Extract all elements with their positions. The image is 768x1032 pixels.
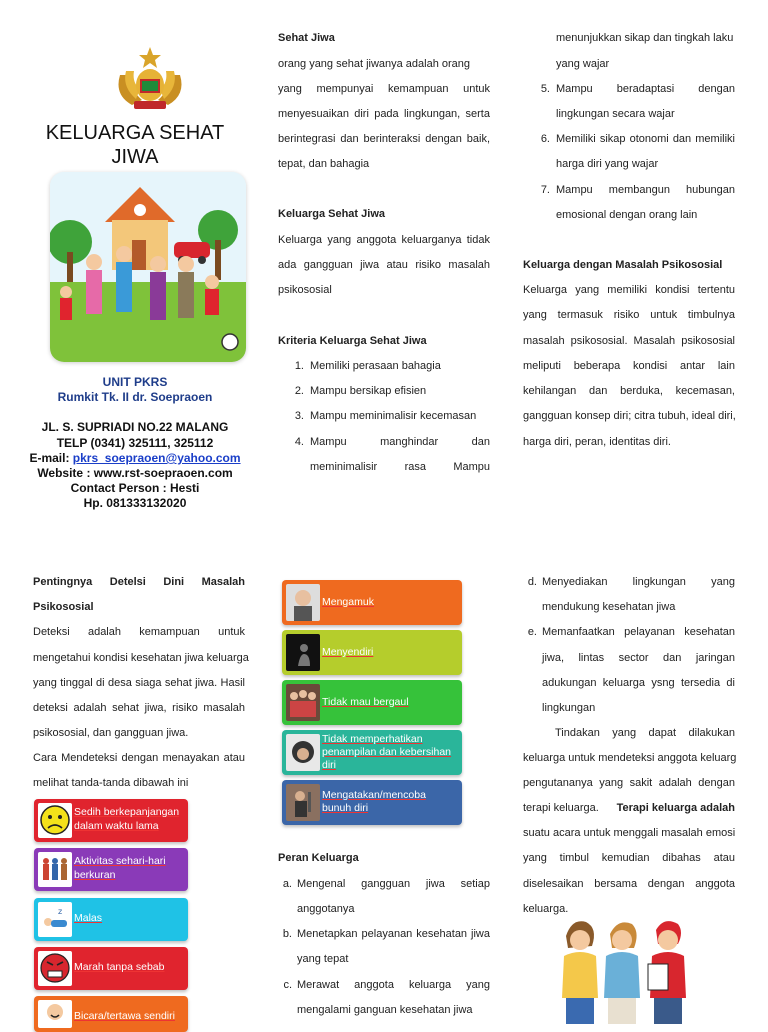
para-line: masalah psikososial. Masalah psikososial [523, 335, 735, 347]
para-line: Keluarga yang memiliki kondisi tertentu [523, 284, 735, 296]
cover-unit: UNIT PKRS [102, 375, 168, 389]
list-item: Mampu bersikap efisien [310, 385, 427, 397]
para-line: Deteksi adalah kemampuan untuk [33, 626, 245, 638]
sign-menyendiri [282, 630, 462, 675]
list-item: anggotanya [297, 903, 355, 915]
list-letter: d. [527, 576, 537, 588]
family-illustration [50, 172, 246, 362]
list-number: 6. [540, 133, 550, 145]
para-line: keluarga. [523, 903, 569, 915]
sign-bunuh-diri [282, 780, 462, 825]
sign-marah [34, 947, 188, 990]
lonely-person-icon [286, 634, 320, 671]
para-line: diselesaikan bersama dengan anggota [523, 878, 735, 890]
list-continuation: menunjukkan sikap dan tingkah laku [556, 32, 734, 44]
sign-label: Malas [74, 912, 103, 924]
sign-bicara [34, 996, 188, 1032]
cover-title-line-2: JIWA [111, 146, 159, 168]
cover-hp: Hp. 081333132020 [83, 496, 187, 510]
para2-line: ada gangguan jiwa atau risiko masalah [278, 259, 490, 271]
list-letter: a. [282, 878, 292, 890]
para1-line: menyesuaikan diri pada lingkungan, serta [278, 108, 490, 120]
list-letter: b. [282, 928, 292, 940]
heading-kriteria: Kriteria Keluarga Sehat Jiwa [278, 335, 427, 347]
list-item: Menyediakan lingkungan yang [542, 576, 735, 588]
sleeping-person-icon [38, 902, 72, 937]
list-item: yang tepat [297, 953, 349, 965]
list-item: Menetapkan pelayanan kesehatan jiwa [297, 928, 490, 940]
sign-malas [34, 898, 188, 941]
para-plain: terapi keluarga. [523, 802, 599, 814]
email-label: E-mail: [29, 451, 73, 465]
sign-label: berkuran [74, 869, 116, 881]
para-line: meliputi beberapa kondisi antar lain [523, 360, 735, 372]
list-item: Mampu manghindar dan [310, 436, 490, 448]
list-item: mengalami ganguan kesehatan jiwa [297, 1004, 473, 1016]
list-item: emosional dengan orang lain [556, 209, 698, 221]
sign-label: Tidak memperhatikan [322, 733, 423, 745]
sign-label: Tidak mau bergaul [322, 696, 409, 708]
family-illustration-icon [50, 172, 246, 362]
list-item: adukungan keluarga ysng tersedia di [542, 677, 735, 689]
para-line: deteksi adalah sehat jiwa, risiko masalah [33, 702, 245, 714]
para-line: harga diri, peran, identitas diri. [523, 436, 671, 448]
list-item: mendukung kesehatan jiwa [542, 601, 676, 613]
para-line: mengetahui kondisi kesehatan jiwa keluarga [33, 652, 249, 664]
list-item: Memiliki sikap otonomi dan memiliki [556, 133, 735, 145]
para2-line: psikososial [278, 284, 332, 296]
list-item: meminimalisir rasa Mampu [310, 461, 490, 473]
sad-face-icon [38, 803, 72, 838]
angry-man-icon [286, 584, 320, 621]
para2-line: Keluarga yang anggota keluarganya tidak [278, 234, 490, 246]
cover-phone: TELP (0341) 325111, 325112 [56, 436, 214, 450]
distressed-person-icon [286, 784, 320, 821]
sign-tidak-bergaul [282, 680, 462, 725]
sign-label: Mengamuk [322, 596, 374, 608]
sign-label: dalam waktu lama [74, 820, 159, 832]
para-line: kehilangan dan berduka, kecemasan, [523, 385, 735, 397]
sign-mengamuk [282, 580, 462, 625]
people-icon [38, 852, 72, 887]
cover-hospital: Rumkit Tk. II dr. Soepraoen [57, 390, 213, 404]
list-number: 2. [294, 385, 304, 397]
para-line: suatu acara untuk menggali masalah emosi [523, 827, 736, 839]
para-line: yang tinggal di desa siaga sehat jiwa. Hasil [33, 677, 245, 689]
sign-label: diri [322, 759, 337, 771]
heading-deteksi-line: Pentingnya Detelsi Dini Masalah [33, 576, 245, 588]
list-number: 4. [294, 436, 304, 448]
list-number: 3. [294, 410, 304, 422]
cover-email [20, 451, 250, 466]
para-line: pengutananya yang sakit adalah dengan [523, 777, 735, 789]
sign-label: Marah tanpa sebab [74, 961, 165, 973]
list-item: harga diri yang wajar [556, 158, 659, 170]
cover-title-line-1: KELUARGA SEHAT [45, 122, 225, 144]
para1-line: tepat, dan bahagia [278, 158, 370, 170]
para1-line: orang yang sehat jiwanya adalah orang [278, 58, 471, 70]
para1-line: berintegrasi dan berinteraksi dengan baik, [278, 133, 490, 145]
para-line-mixed [523, 802, 735, 815]
heading-deteksi-line: Psikososial [33, 601, 94, 613]
para-line: melihat tanda-tanda dibawah ini [33, 777, 189, 789]
list-item: Mampu beradaptasi dengan [556, 83, 735, 95]
cover-panel [0, 0, 256, 530]
sign-label: penampilan dan kebersihan [322, 746, 452, 758]
heading-sehat-jiwa: Sehat Jiwa [278, 32, 335, 44]
list-item: Memanfaatkan pelayanan kesehatan [542, 626, 735, 638]
para-line: Tindakan yang dapat dilakukan [555, 727, 735, 739]
email-link[interactable]: pkrs_soepraoen@yahoo.com [72, 451, 241, 465]
group-people-icon [286, 684, 320, 721]
sign-label: Mengatakan/mencoba [322, 789, 426, 801]
svg-text:z: z [58, 907, 63, 916]
angry-face-icon [38, 951, 72, 986]
list-letter: c. [283, 979, 292, 991]
list-continuation: yang wajar [556, 58, 610, 70]
heading-masalah-psikososial: Keluarga dengan Masalah Psikososial [523, 259, 723, 271]
unkempt-person-icon [286, 734, 320, 771]
cover-website: Website : www.rst-soepraoen.com [37, 466, 233, 480]
list-item: Memiliki perasaan bahagia [310, 360, 441, 372]
list-item: Mengenal gangguan jiwa setiap [297, 878, 490, 890]
para-line: gangguan konsep diri; citra tubuh, ideal diri, [523, 410, 736, 422]
sign-label: bunuh diri [322, 802, 369, 814]
list-item: Mampu meminimalisir kecemasan [310, 410, 477, 422]
sign-sedih [34, 799, 188, 842]
list-number: 7. [540, 184, 550, 196]
list-item: lingkungan [542, 702, 596, 714]
sign-tidak-memperhatikan [282, 730, 462, 775]
list-letter: e. [527, 626, 537, 638]
para-bold-lead: Terapi keluarga adalah [616, 802, 735, 814]
cover-contact: Contact Person : Hesti [70, 481, 200, 495]
cover-address: JL. S. SUPRIADI NO.22 MALANG [41, 420, 229, 434]
list-item: Mampu membangun hubungan [556, 184, 735, 196]
para1-line: yang mempunyai kemampuan untuk [278, 83, 490, 95]
list-item: lingkungan secara wajar [556, 108, 675, 120]
sign-label: Menyendiri [322, 646, 374, 658]
list-number: 5. [540, 83, 550, 95]
list-item: Merawat anggota keluarga yang [297, 979, 490, 991]
heading-keluarga-sehat-jiwa: Keluarga Sehat Jiwa [278, 208, 385, 220]
para-line: yang timbul kemudian dibahas atau [523, 852, 735, 864]
heading-peran-keluarga: Peran Keluarga [278, 852, 359, 864]
list-item: jiwa, lintas sector dan jaringan [542, 652, 735, 664]
emblem-icon [112, 45, 188, 113]
sign-label: Aktivitas sehari-hari [74, 855, 166, 867]
para-line: Cara Mendeteksi dengan menayakan atau [33, 752, 245, 764]
sign-label: Sedih berkepanjangan [74, 806, 180, 818]
para-line: keluarga untuk mendeteksi anggota keluarg [523, 752, 737, 764]
para-line: yang termasuk risiko untuk timbulnya [523, 309, 735, 321]
para-line: psikososial, dan gangguan jiwa. [33, 727, 189, 739]
sign-label: Bicara/tertawa sendiri [74, 1010, 175, 1022]
people-illustration-icon [552, 918, 702, 1024]
list-number: 1. [294, 360, 304, 372]
sign-aktivitas [34, 848, 188, 891]
